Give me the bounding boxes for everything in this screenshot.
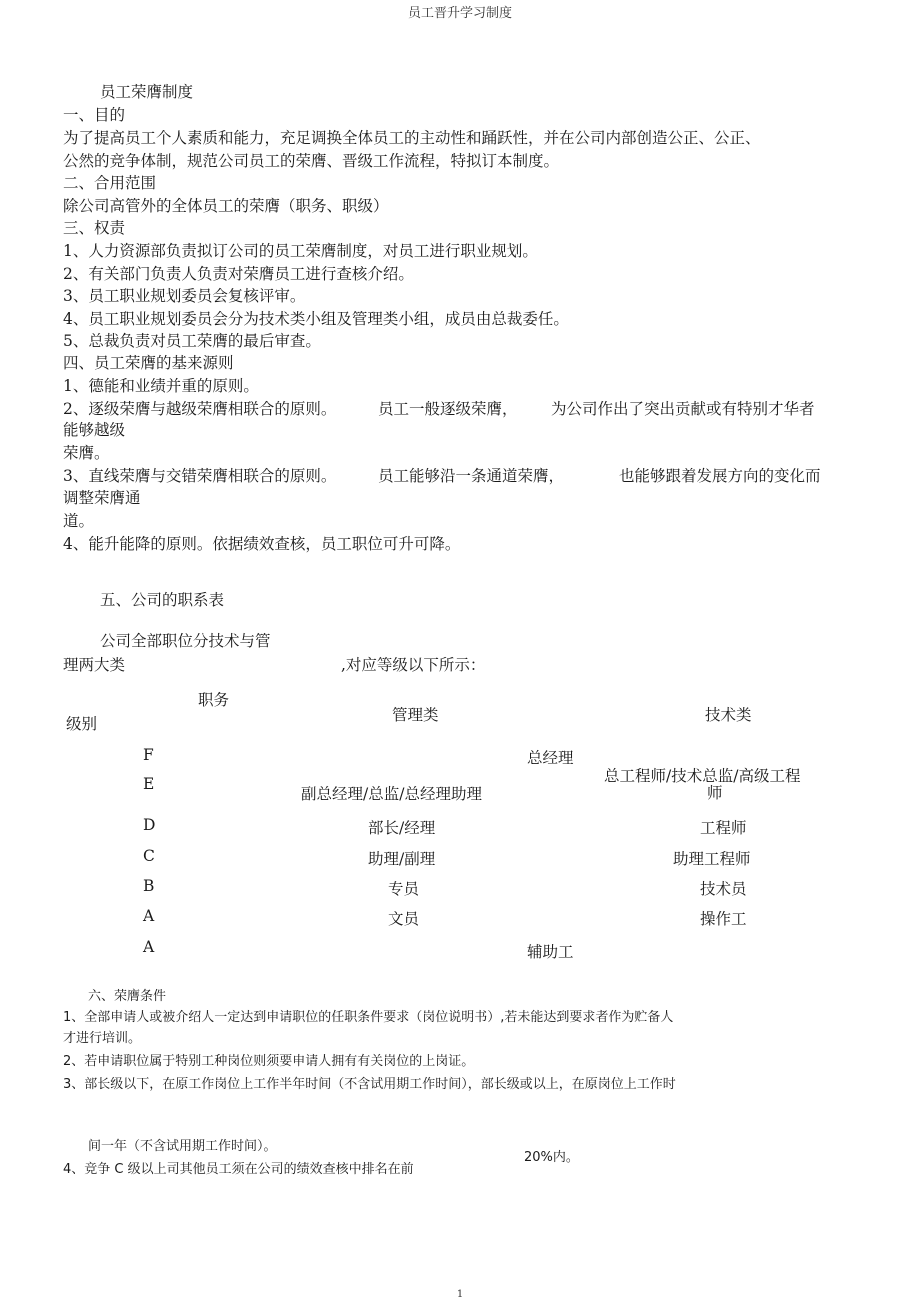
- table-cell-technical: 师: [707, 784, 723, 802]
- text-fragment: 员工一般逐级荣膺，: [378, 400, 518, 418]
- text-fragment: 也能够跟着发展方向的变化而: [619, 467, 821, 485]
- table-cell-management: 专员: [388, 880, 420, 898]
- table-cell-technical: 总工程师/技术总监/高级工程: [604, 767, 801, 785]
- table-cell-level: B: [143, 877, 155, 895]
- list-item: 3、直线荣膺与交错荣膺相联合的原则。: [63, 467, 337, 485]
- table-cell-management: 助理/副理: [368, 850, 436, 868]
- text-fragment: 荣膺。: [63, 444, 110, 462]
- text-fragment: 间一年（不含试用期工作时间）。: [88, 1139, 277, 1154]
- list-item: 5、总裁负责对员工荣膺的最后审查。: [63, 332, 321, 350]
- table-cell-management: 副总经理/总监/总经理助理: [301, 785, 482, 803]
- table-header-technical: 技术类: [705, 706, 752, 724]
- text-fragment: 调整荣膺通: [63, 489, 141, 507]
- table-cell-level: F: [143, 746, 154, 764]
- table-cell-technical: 工程师: [700, 819, 747, 837]
- list-item: 1、全部申请人或被介绍人一定达到申请职位的任职条件要求（岗位说明书）,若未能达到要求者作为贮备人: [63, 1010, 674, 1025]
- page-number: 1: [456, 1289, 464, 1300]
- table-cell-management: 部长/经理: [368, 819, 436, 837]
- list-item: 4、竞争 C 级以上司其他员工须在公司的绩效查核中排名在前: [63, 1162, 414, 1177]
- text-fragment: 为公司作出了突出贡献或有特别才华者: [551, 400, 815, 418]
- table-cell-technical: 助理工程师: [673, 850, 751, 868]
- doc-title: 员工荣膺制度: [100, 83, 194, 101]
- section-heading: 三、权责: [63, 219, 126, 237]
- section-heading: 六、荣膺条件: [88, 989, 167, 1004]
- section-heading: 五、公司的职系表: [100, 591, 225, 609]
- text-fragment: 才进行培训。: [63, 1031, 142, 1046]
- table-cell-management: 文员: [388, 910, 420, 928]
- table-header-management: 管理类: [392, 706, 439, 724]
- table-cell-technical: 技术员: [700, 880, 747, 898]
- list-item: 1、德能和业绩并重的原则。: [63, 377, 259, 395]
- list-item: 3、员工职业规划委员会复核评审。: [63, 287, 306, 305]
- table-cell-level: D: [143, 816, 156, 834]
- text-fragment: 员工能够沿一条通道荣膺，: [378, 467, 565, 485]
- list-item: 2、若申请职位属于特别工种岗位则须要申请人拥有有关岗位的上岗证。: [63, 1054, 475, 1069]
- table-header-level: 级别: [66, 715, 98, 733]
- text-fragment: 理两大类: [63, 656, 126, 674]
- text-fragment: 能够越级: [63, 421, 126, 439]
- table-cell-level: A: [143, 907, 155, 925]
- table-cell-spanning: 辅助工: [527, 943, 574, 961]
- table-cell-level: A: [143, 938, 155, 956]
- section-heading: 四、员工荣膺的基来源则: [63, 354, 234, 372]
- list-item: 3、部长级以下，在原工作岗位上工作半年时间（不含试用期工作时间），部长级或以上，在原岗位上工作时: [63, 1077, 676, 1092]
- text-fragment: 道。: [63, 512, 95, 530]
- table-cell-level: E: [143, 775, 155, 793]
- text-fragment: ,对应等级以下所示：: [341, 656, 486, 674]
- text-fragment: 20%内。: [524, 1150, 579, 1165]
- table-cell-technical: 操作工: [700, 910, 747, 928]
- paragraph-line: 公司全部职位分技术与管: [100, 632, 271, 650]
- list-item: 2、逐级荣膺与越级荣膺相联合的原则。: [63, 400, 337, 418]
- page-header: 员工晋升学习制度: [407, 6, 512, 21]
- section-heading: 一、目的: [63, 106, 126, 124]
- paragraph-line: 公然的竞争体制，规范公司员工的荣膺、晋级工作流程，特拟订本制度。: [63, 152, 560, 170]
- paragraph-line: 除公司高管外的全体员工的荣膺（职务、职级）: [63, 197, 389, 215]
- table-cell-spanning: 总经理: [527, 749, 574, 767]
- list-item: 2、有关部门负责人负责对荣膺员工进行查核介绍。: [63, 265, 414, 283]
- table-cell-level: C: [143, 847, 155, 865]
- list-item: 4、员工职业规划委员会分为技术类小组及管理类小组，成员由总裁委任。: [63, 310, 569, 328]
- list-item: 1、人力资源部负责拟订公司的员工荣膺制度，对员工进行职业规划。: [63, 242, 538, 260]
- paragraph-line: 为了提高员工个人素质和能力，充足调换全体员工的主动性和踊跃性，并在公司内部创造公正、公正、: [63, 129, 761, 147]
- table-header-job: 职务: [198, 691, 230, 709]
- section-heading: 二、合用范围: [63, 174, 157, 192]
- list-item: 4、能升能降的原则。依据绩效查核，员工职位可升可降。: [63, 535, 461, 553]
